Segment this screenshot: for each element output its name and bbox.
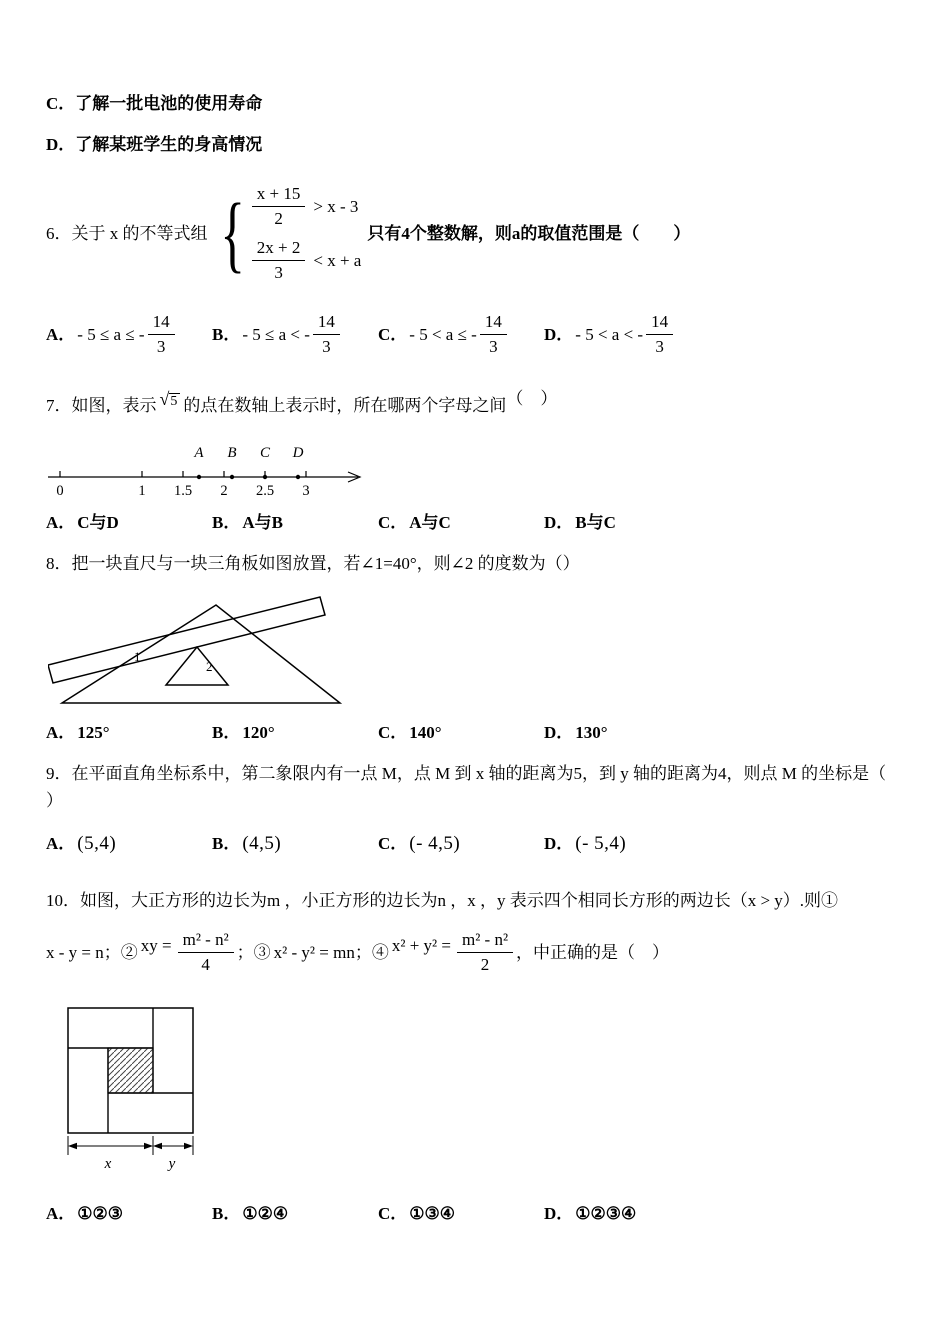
option-label: D． <box>544 513 574 533</box>
fraction <box>457 930 513 974</box>
option-math: - 5 < a < - <box>575 324 644 344</box>
angle-2-label: 2 <box>206 659 213 675</box>
denominator: 3 <box>274 262 283 282</box>
option-math: - 5 ≤ a < - <box>242 324 310 344</box>
q8-option-a <box>46 719 212 746</box>
q10-option-b <box>212 1200 378 1227</box>
q6-option-d <box>544 310 710 358</box>
q6-options <box>46 310 902 358</box>
q7-option-c <box>378 509 544 536</box>
hatched-center-square <box>108 1048 153 1093</box>
question-8-stem <box>46 550 902 577</box>
fraction <box>148 312 175 356</box>
fraction <box>646 312 673 356</box>
option-label: A． <box>46 723 76 743</box>
q6-prefix: 6．关于 x 的不等式组 <box>46 223 208 243</box>
q8-option-b <box>212 719 378 746</box>
denominator: 4 <box>201 954 210 974</box>
ruler <box>48 597 325 683</box>
q10-separator: ；③ <box>236 942 271 962</box>
numerator: x + 15 <box>252 184 306 207</box>
option-text: B与C <box>575 513 616 533</box>
option-label: A． <box>46 324 76 344</box>
tick-label: 2 <box>220 483 228 500</box>
tick-labels <box>56 483 309 499</box>
numerator: m² - n² <box>457 930 513 953</box>
radicand: 5 <box>169 393 180 409</box>
q8-options <box>46 719 902 746</box>
option-text: 130° <box>575 723 608 743</box>
option-label: D． <box>46 135 76 154</box>
option-text: 125° <box>77 723 110 743</box>
q10-option-c <box>378 1200 544 1227</box>
point-label: B <box>227 445 237 462</box>
y-dimension-label: y <box>168 1156 176 1173</box>
q7-option-d <box>544 509 710 536</box>
option-label: B． <box>212 513 241 533</box>
q9-option-a <box>46 830 212 857</box>
q10-suffix: ，中正确的是（ ） <box>516 942 670 962</box>
tick-label: 3 <box>302 483 310 500</box>
q7-options <box>46 509 902 536</box>
radical-sign: √ <box>159 389 170 410</box>
top-option-d <box>46 131 902 158</box>
q10-option-d <box>544 1200 710 1227</box>
denominator: 3 <box>156 336 166 356</box>
option-label: D． <box>544 834 574 854</box>
fraction <box>178 930 234 974</box>
q8-text: 8．把一块直尺与一块三角板如图放置，若∠1=40°，则∠2 的度数为（） <box>46 554 580 574</box>
numerator: 14 <box>480 312 507 335</box>
inequality-1 <box>249 184 362 228</box>
numerator: 14 <box>148 312 175 335</box>
q8-option-c <box>378 719 544 746</box>
point-label: C <box>259 445 271 462</box>
q10-expr-3: x² - y² = mn；④ <box>273 942 389 962</box>
x-dimension-label: x <box>104 1156 112 1173</box>
sqrt-5 <box>160 390 181 409</box>
tick-marks <box>60 471 306 477</box>
q7-post: 的点在数轴上表示时，所在哪两个字母之间 <box>183 396 507 416</box>
option-label: C． <box>378 513 408 533</box>
q6-option-c <box>378 310 544 358</box>
denominator: 3 <box>655 336 664 356</box>
option-text: ①②③④ <box>575 1204 637 1224</box>
question-9-stem <box>46 760 902 787</box>
question-9-stem-end <box>46 787 902 814</box>
option-label: C． <box>378 723 408 743</box>
q9-option-d <box>544 830 710 857</box>
ruler-triangle-figure <box>48 585 358 713</box>
inequality-rhs: > x - 3 <box>313 196 359 216</box>
q10-options <box>46 1200 902 1227</box>
option-label: B． <box>212 723 241 743</box>
system-rows <box>249 184 362 282</box>
fraction <box>480 312 507 356</box>
denominator: 3 <box>322 336 331 356</box>
q9-option-b <box>212 830 378 857</box>
point-label: D <box>292 445 304 462</box>
option-label: A． <box>46 513 76 533</box>
system-brace: { <box>219 185 245 282</box>
tick-label: 2.5 <box>255 483 275 500</box>
question-10-stem <box>46 887 902 914</box>
q10-expr-4-lhs: x² + y² = <box>391 935 451 955</box>
option-label: B． <box>212 1204 241 1224</box>
option-text: ①②④ <box>242 1204 289 1224</box>
option-text: ①③④ <box>409 1204 456 1224</box>
question-7-stem <box>46 389 902 421</box>
option-label: B． <box>212 834 241 854</box>
pinwheel-square-figure <box>60 1004 210 1172</box>
option-coordinate: (4,5) <box>242 833 282 855</box>
q9-text-line2: ） <box>46 791 63 811</box>
q7-pre: 7．如图，表示 <box>46 396 157 416</box>
option-label: A． <box>46 1204 76 1224</box>
option-math: - 5 < a ≤ - <box>409 324 477 344</box>
inequality-2 <box>249 238 362 282</box>
q10-text-line1: 10．如图，大正方形的边长为m ，小正方形的边长为n ，x ，y 表示四个相同长方形的两边长（x > y）.则① <box>46 891 839 911</box>
denominator: 3 <box>489 336 498 356</box>
option-coordinate: (- 4,5) <box>409 833 461 855</box>
q8-option-d <box>544 719 710 746</box>
top-option-c <box>46 90 902 117</box>
option-text: 120° <box>242 723 275 743</box>
q6-option-b <box>212 310 378 358</box>
option-label: B． <box>212 324 241 344</box>
angle-1-label: 1 <box>134 649 141 665</box>
question-6-stem <box>46 184 902 282</box>
inequality-rhs: < x + a <box>313 250 362 270</box>
numerator: 14 <box>313 312 340 335</box>
q6-suffix: 只有4个整数解，则a的取值范围是（ ） <box>367 223 691 243</box>
tick-label: 0 <box>56 483 64 500</box>
q10-expr-2-lhs: xy = <box>140 935 172 955</box>
question-10-expressions <box>46 930 902 974</box>
numerator: 2x + 2 <box>252 238 306 261</box>
option-coordinate: (- 5,4) <box>575 833 627 855</box>
option-label: C． <box>46 94 76 113</box>
option-text: 了解某班学生的身高情况 <box>75 135 263 154</box>
option-text: A与C <box>409 513 451 533</box>
q7-option-b <box>212 509 378 536</box>
option-coordinate: (5,4) <box>77 833 117 855</box>
denominator: 2 <box>480 954 490 974</box>
set-square-triangle <box>62 605 340 703</box>
point-label: A <box>194 445 204 462</box>
q10-option-a <box>46 1200 212 1227</box>
option-label: A． <box>46 834 76 854</box>
q7-answer-paren: （ ） <box>506 389 558 409</box>
fraction <box>252 238 306 282</box>
inequality-system <box>212 184 362 282</box>
option-text: 了解一批电池的使用寿命 <box>75 94 263 113</box>
option-text: ①②③ <box>77 1204 124 1224</box>
fraction <box>313 312 340 356</box>
q7-option-a <box>46 509 212 536</box>
fraction <box>252 184 306 228</box>
numerator: 14 <box>646 312 673 335</box>
option-label: C． <box>378 324 408 344</box>
denominator: 2 <box>274 208 283 228</box>
point-labels <box>193 445 303 461</box>
option-text: 140° <box>409 723 442 743</box>
option-label: D． <box>544 723 574 743</box>
tick-label: 1.5 <box>173 483 193 500</box>
option-text: A与B <box>242 513 283 533</box>
option-label: D． <box>544 324 574 344</box>
tick-label: 1 <box>138 483 146 500</box>
q6-option-a <box>46 310 212 358</box>
option-label: D． <box>544 1204 574 1224</box>
option-label: C． <box>378 834 408 854</box>
q9-options <box>46 830 902 857</box>
option-label: C． <box>378 1204 408 1224</box>
numerator: m² - n² <box>178 930 234 953</box>
option-math: - 5 ≤ a ≤ - <box>77 324 145 344</box>
number-line-figure <box>46 443 376 499</box>
q9-text-line1: 9．在平面直角坐标系中，第二象限内有一点 M，点 M 到 x 轴的距离为5，到 y 轴的距离为4，则点 M 的坐标是（ <box>46 764 887 784</box>
q10-expr-1: x - y = n；② <box>46 942 138 962</box>
option-text: C与D <box>77 513 119 533</box>
q9-option-c <box>378 830 544 857</box>
